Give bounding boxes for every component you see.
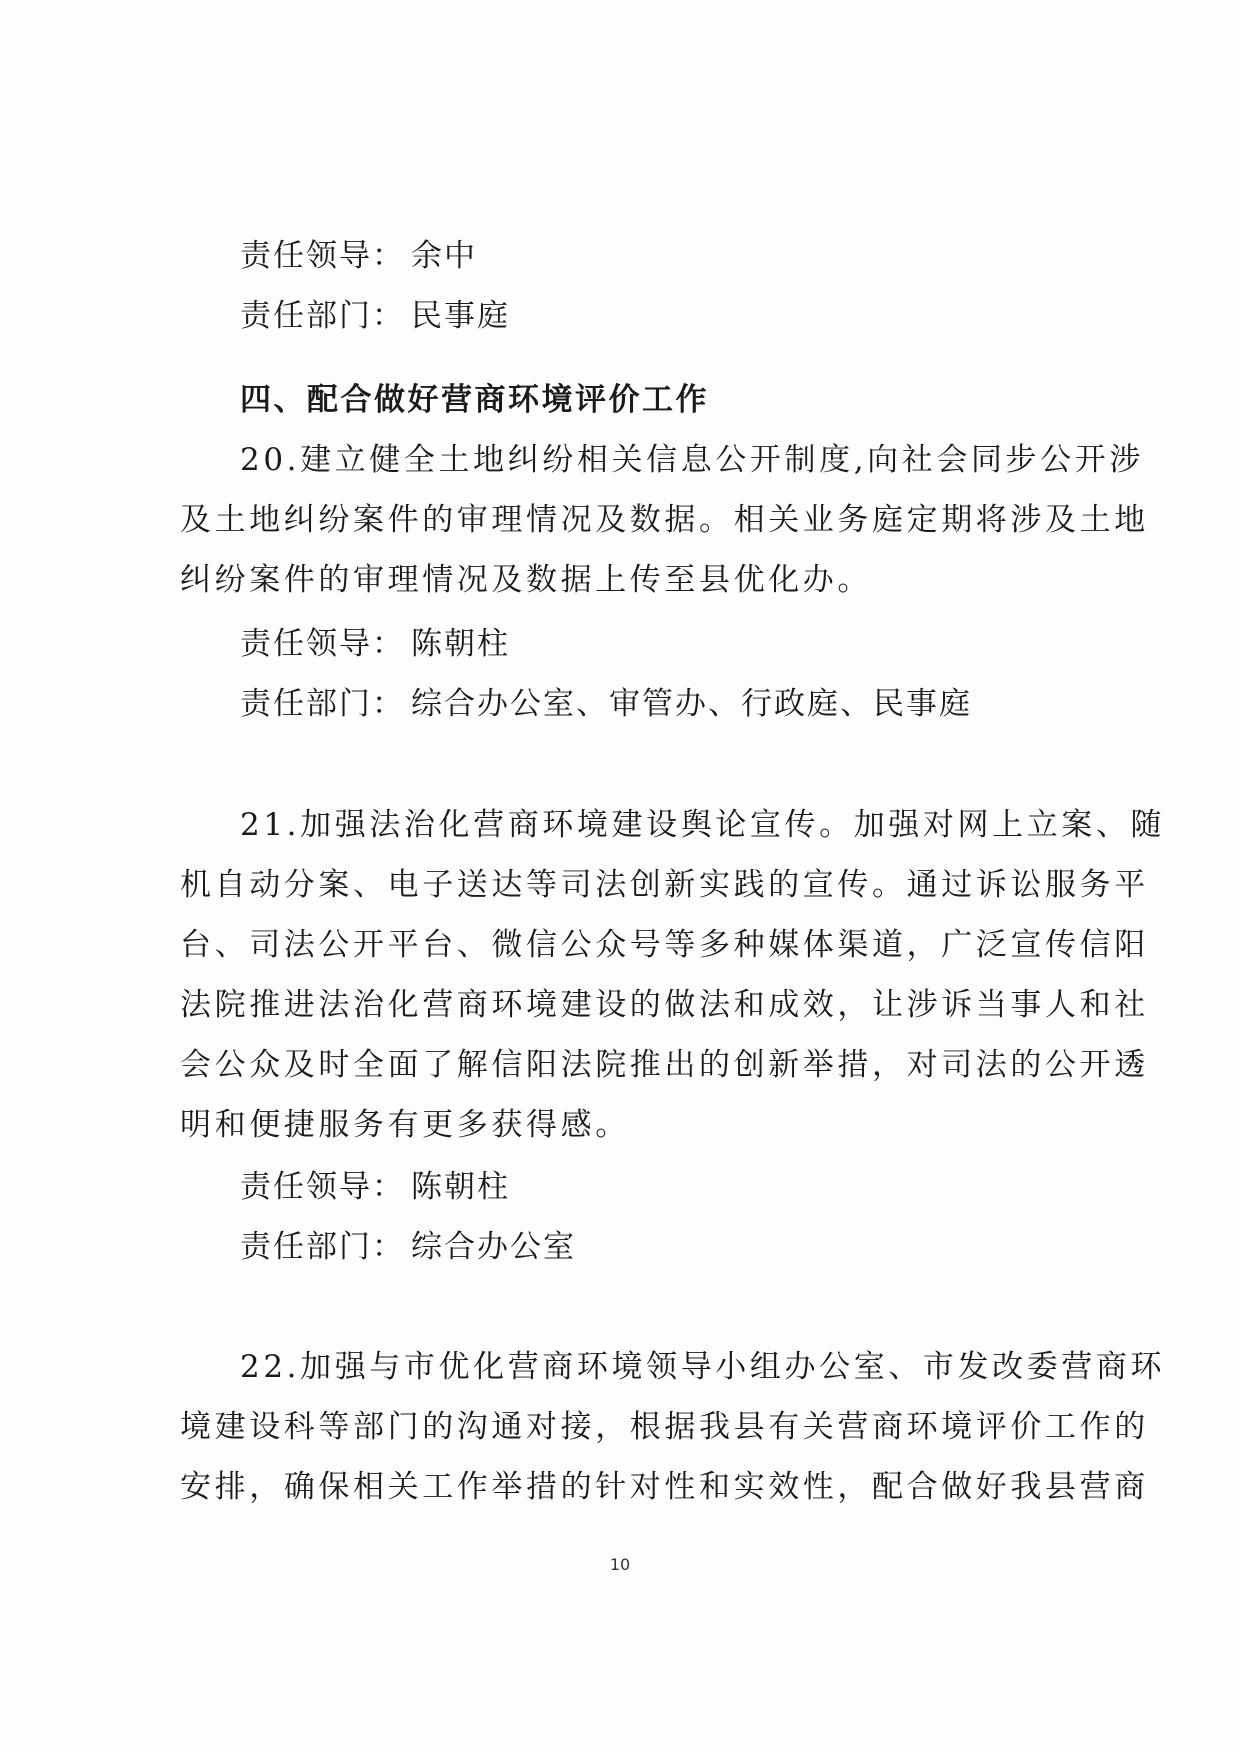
responsible-leader-label: 责任领导： [240,238,405,274]
item21-line-2: 机自动分案、电子送达等司法创新实践的宣传。通过诉讼服务平 [180,867,1149,903]
item20-line-2: 及土地纠纷案件的审理情况及数据。相关业务庭定期将涉及土地 [180,502,1149,538]
responsible-dept-line [240,296,1060,336]
responsible-leader-value: 余中 [411,238,477,274]
item20-dept-label: 责任部门： [240,686,405,722]
item21-leader-label: 责任领导： [240,1169,405,1205]
item21-leader-value: 陈朝柱 [411,1169,510,1205]
responsible-dept-value: 民事庭 [411,298,510,334]
item20-line-3: 纠纷案件的审理情况及数据上传至县优化办。 [180,562,872,598]
item20-leader-line [240,624,1060,664]
item21-dept-line [240,1227,1060,1267]
item21-dept-label: 责任部门： [240,1229,405,1265]
item21-dept-value: 综合办公室 [411,1229,576,1265]
item22-line-2: 境建设科等部门的沟通对接，根据我县有关营商环境评价工作的 [180,1409,1149,1445]
item20-dept-line [240,684,1060,724]
item22-line-3: 安排，确保相关工作举措的针对性和实效性，配合做好我县营商 [180,1469,1149,1505]
item20-leader-value: 陈朝柱 [411,626,510,662]
responsible-leader-line [240,236,1060,276]
item20-dept-value: 综合办公室、审管办、行政庭、民事庭 [411,686,972,722]
section-heading: 四、配合做好营商环境评价工作 [240,382,709,418]
item21-line-4: 法院推进法治化营商环境建设的做法和成效，让涉诉当事人和社 [180,987,1149,1023]
item21-line-5: 会公众及时全面了解信阳法院推出的创新举措，对司法的公开透 [180,1047,1149,1083]
item21-line-6: 明和便捷服务有更多获得感。 [180,1107,630,1143]
item21-line-1: 21.加强法治化营商环境建设舆论宣传。加强对网上立案、随 [240,807,1166,843]
page-number: 10 [609,1555,631,1574]
item20-leader-label: 责任领导： [240,626,405,662]
item21-leader-line [240,1167,1060,1207]
responsible-dept-label: 责任部门： [240,298,405,334]
item20-line-1: 20.建立健全土地纠纷相关信息公开制度,向社会同步公开涉 [240,442,1144,478]
item22-line-1: 22.加强与市优化营商环境领导小组办公室、市发改委营商环 [240,1349,1166,1385]
item21-line-3: 台、司法公开平台、微信公众号等多种媒体渠道，广泛宣传信阳 [180,927,1149,963]
